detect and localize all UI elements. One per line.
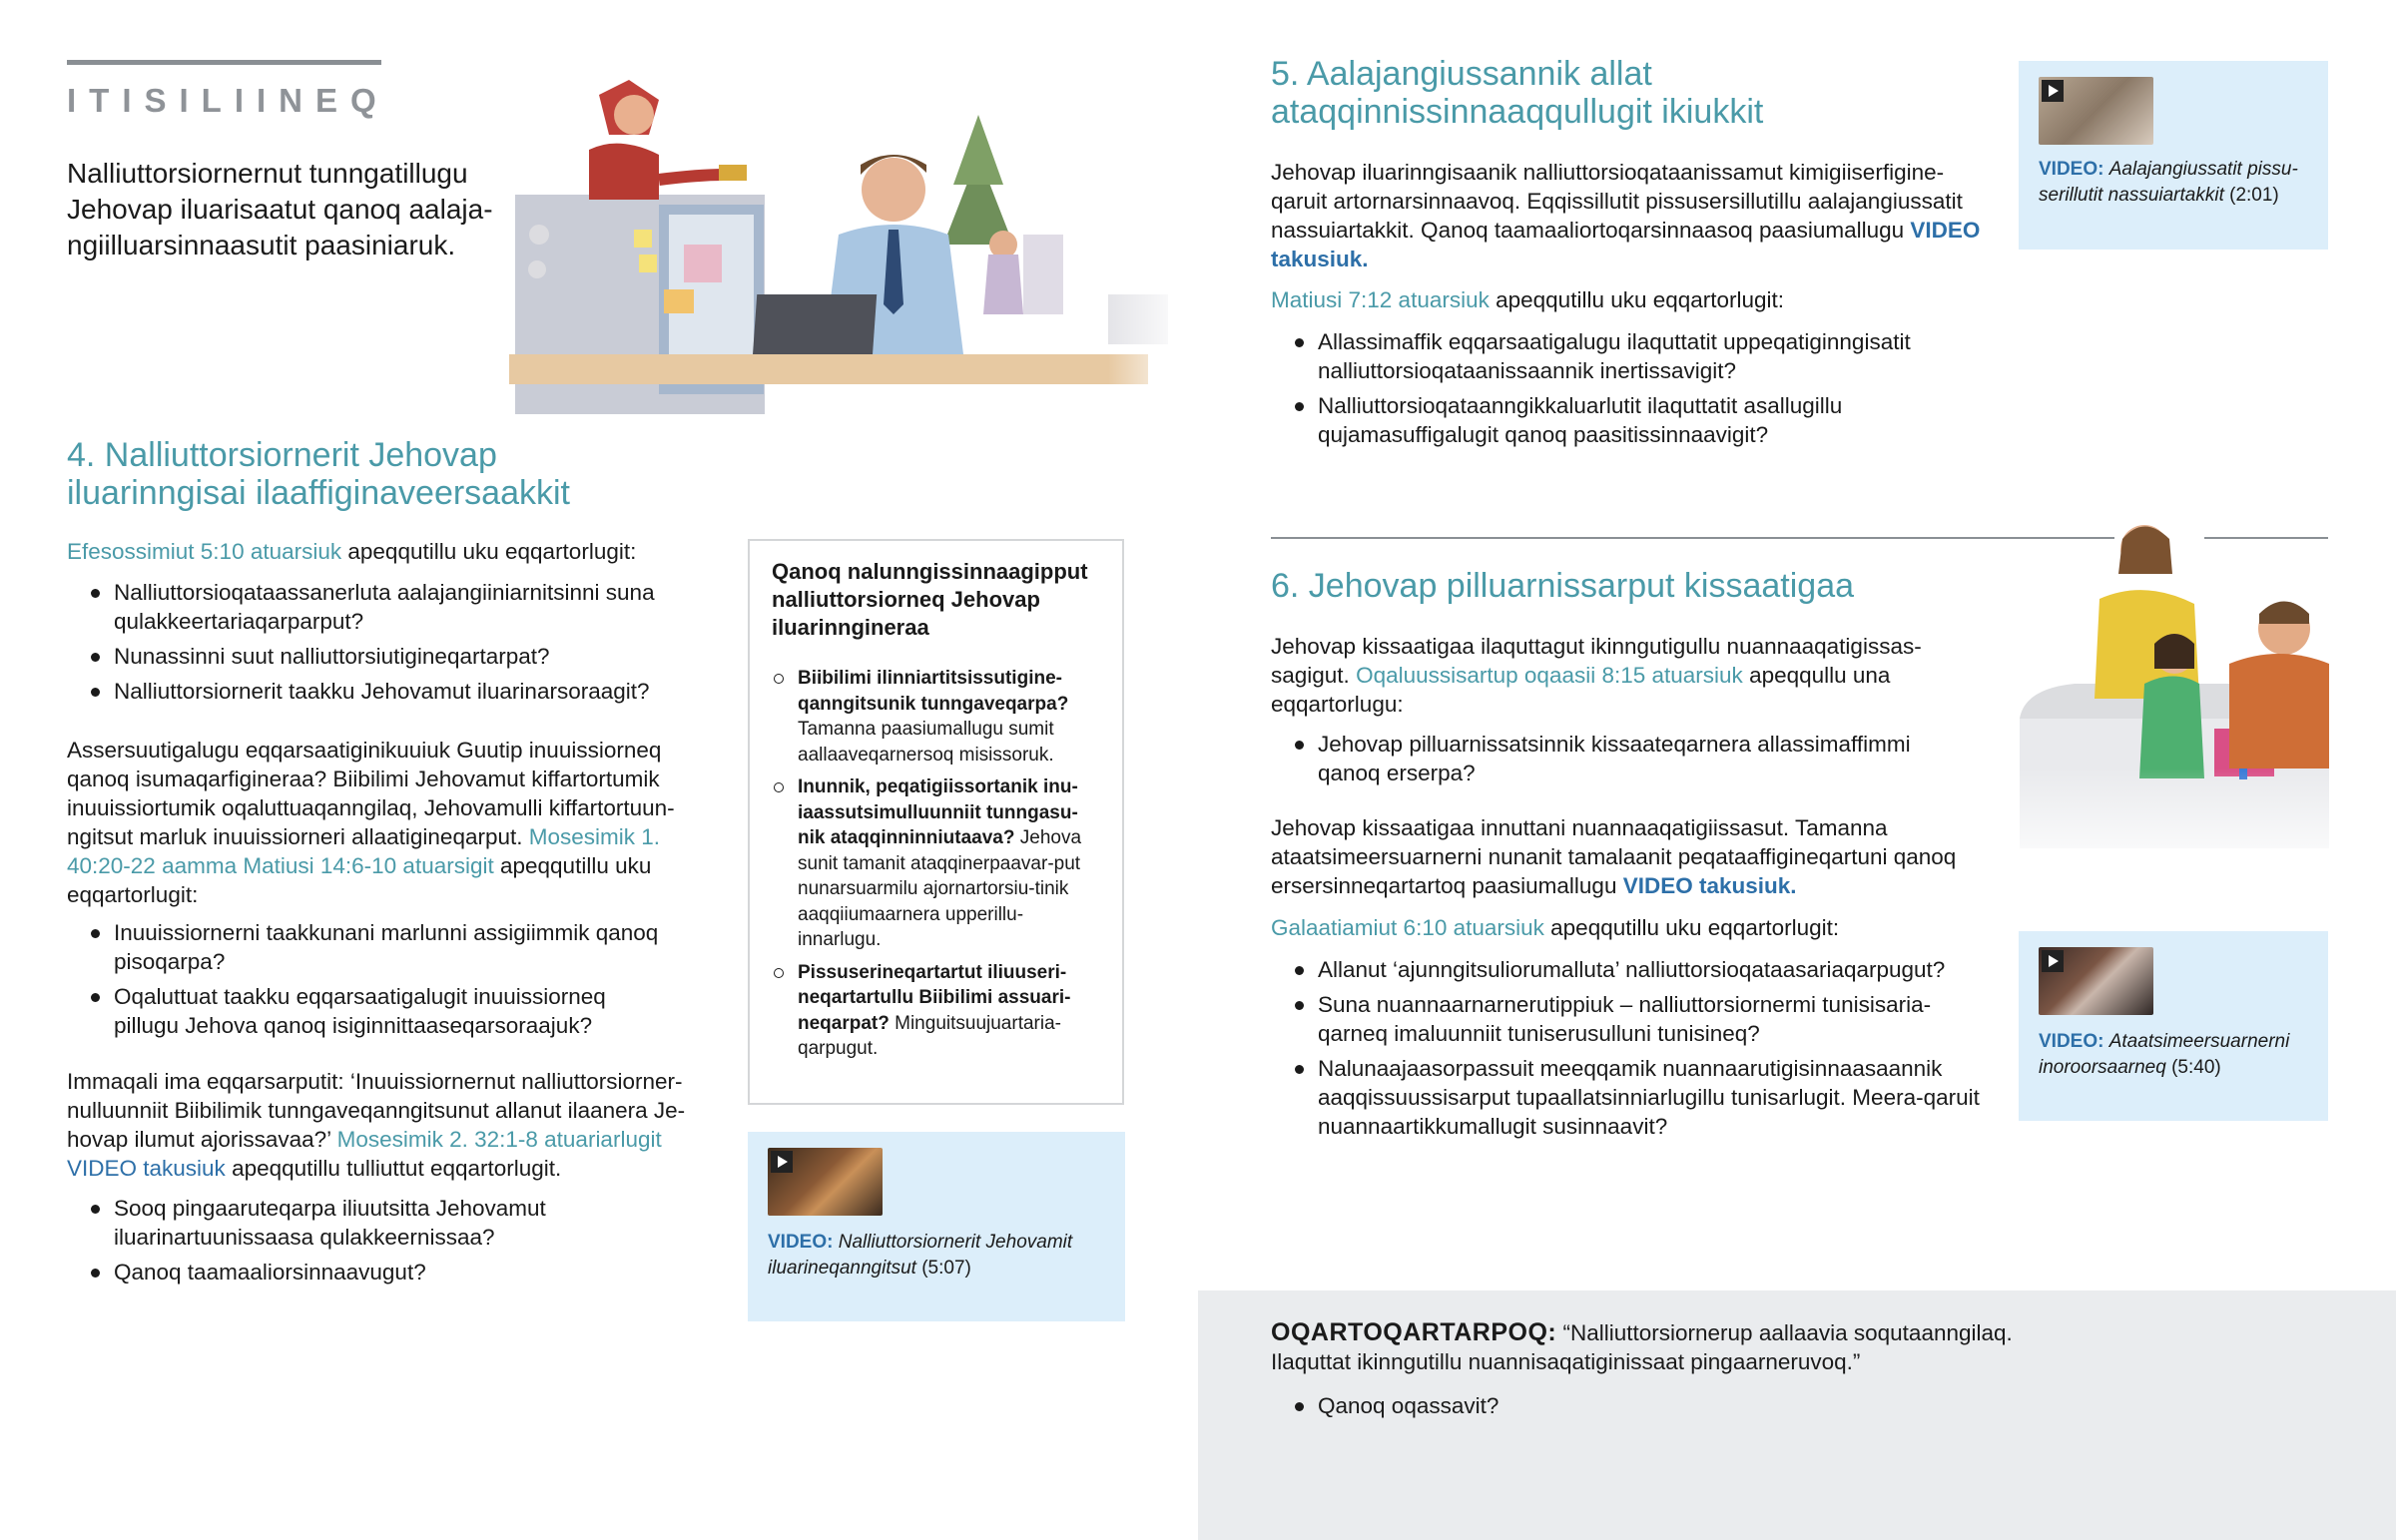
play-icon[interactable] bbox=[2042, 80, 2064, 102]
list-item: Allanut ‘ajunngitsuliorumalluta’ nalliuttorsioqataasariaqarpugut? bbox=[1271, 955, 2000, 984]
section-divider bbox=[1271, 537, 2114, 539]
list-item: Suna nuannaarnarnerutippiuk – nalliuttorsiornermi tunisisaria-qarneq imaluunniit tuniserusulluni tunisineq? bbox=[1271, 990, 2000, 1048]
video-thumbnail[interactable] bbox=[768, 1148, 883, 1216]
section-4-heading: 4. Nalliuttorsiornerit Jehovap iluarinngisai ilaaffiginaveersaakkit bbox=[67, 436, 570, 512]
section-5-paragraph: Jehovap iluarinngisaanik nalliuttorsioqataanissamut kimigiiserfigine-qaruit artornarsinnaavoq. Eqqissillutit pissusersillutillu aalajangiussatit nassuiartakkit. Qanoq taamaaliortoqarsinnaasoq paasiumallugu VIDEO takusiuk. bbox=[1271, 160, 1981, 271]
list-item: Inuuissiornerni taakkunani marlunni assigiimmik qanoq pisoqarpa? bbox=[67, 918, 666, 976]
video-caption: VIDEO: Nalliuttorsiornerit Jehovamit iluarineqanngitsut (5:07) bbox=[768, 1232, 1073, 1279]
page-title: ITISILIINEQ bbox=[67, 82, 389, 119]
list-item: Oqaluttuat taakku eqqarsaatigalugit inuuissiorneq pillugu Jehova qanoq isiginnittaaseqarsoraajuk? bbox=[67, 982, 666, 1040]
video-thumbnail[interactable] bbox=[2039, 77, 2153, 145]
sidebar-title: Qanoq nalunngissinnaagipput nalliuttorsiorneq Jehovap iluarinngineraa bbox=[772, 559, 1088, 640]
list-item: Inunnik, peqatigiissortanik inu-iaassutsimulluunniit tunngasu-nik ataqqinninniutaava? Jehova sunit tamanit ataqqinerpaavar-put nunarsuarmilu ajornartorsiu-tinik aaqqiiumaarnera upperillu-innarlugu. bbox=[774, 774, 1103, 953]
play-icon[interactable] bbox=[2042, 950, 2064, 972]
list-item: Nunassinni suut nalliuttorsiutigineqartarpat? bbox=[67, 642, 716, 671]
section-5-questions bbox=[1271, 327, 1970, 455]
section-4-questions-2 bbox=[67, 918, 666, 1046]
scripture-ref[interactable]: Mosesimik 2. 32:1-8 atuariarlugit bbox=[336, 1127, 662, 1152]
scripture-ref[interactable]: Matiusi 7:12 atuarsiuk bbox=[1271, 287, 1490, 312]
office-party-illustration bbox=[509, 55, 1188, 439]
video-link[interactable]: VIDEO takusiuk bbox=[67, 1156, 226, 1181]
section-6-questions-2 bbox=[1271, 955, 2000, 1147]
list-item: Allassimaffik eqqarsaatigalugu ilaquttatit uppeqatiginngisatit nalliuttorsioqataanissaannik inertissavigit? bbox=[1271, 327, 1970, 385]
section-6-paragraph-1: Jehovap kissaatigaa ilaquttagut ikinngutigullu nuannaaqatigissas-sagigut. Oqaluussisartup oqaasii 8:15 atuarsiuk apeqqullu una eqqartorlugu: bbox=[1271, 634, 1922, 717]
section-4-intro: Efesossimiut 5:10 atuarsiuk apeqqutillu uku eqqartorlugit: bbox=[67, 539, 637, 564]
section-4-paragraph-3: Immaqali ima eqqarsarputit: ‘Inuuissiornernut nalliuttorsiorner-nulluunniit Biibilimik tunngaveqanngitsunut allanut ilaanera Je-hovap ilumut ajorissavaa?’ Mosesimik 2. 32:1-8 atuariarlugit VIDEO takusiuk apeqqutillu tulliuttut eqqartorlugit. bbox=[67, 1069, 686, 1181]
video-caption: VIDEO: Aalajangiussatit pissu-serillutit nassuiartakkit (2:01) bbox=[2039, 159, 2298, 206]
summary-label: OQARTOQARTARPOQ: bbox=[1271, 1318, 1557, 1346]
video-thumbnail[interactable] bbox=[2039, 947, 2153, 1015]
video-card-3[interactable] bbox=[2019, 931, 2328, 1121]
list-item: Nalliuttorsioqataassanerluta aalajangiiniarnitsinni suna qulakkeertariaqarparput? bbox=[67, 578, 716, 636]
video-card-1[interactable] bbox=[748, 1132, 1125, 1321]
section-6-questions-1 bbox=[1271, 730, 1970, 793]
section-4-questions-1 bbox=[67, 578, 716, 712]
scripture-ref[interactable]: Mosesimik 1. 40:20-22 aamma Matiusi 14:6-10 atuarsigit bbox=[67, 824, 661, 878]
sidebar-box bbox=[748, 539, 1124, 1105]
scripture-ref[interactable]: Oqaluussisartup oqaasii 8:15 atuarsiuk bbox=[1356, 663, 1743, 688]
section-6-heading: 6. Jehovap pilluarnissarput kissaatigaa bbox=[1271, 567, 1855, 605]
section-4-paragraph-2: Assersuutigalugu eqqarsaatiginikuuiuk Guutip inuuissiorneq qanoq isumaqarfigineraa? Biibilimi Jehovamut kiffartortumik inuuissiortumik oqaluttuaqanngilaq, Jehovamulli kiffartortuun-ngitsut marluk inuuissiorneri allaatigineqarput. Mosesimik 1. 40:20-22 aamma Matiusi 14:6-10 atuarsigit apeqqutillu uku eqqartorlugit: bbox=[67, 738, 675, 907]
play-icon[interactable] bbox=[771, 1151, 793, 1173]
list-item: Qanoq taamaaliorsinnaavugut? bbox=[67, 1258, 686, 1286]
list-item: Nalliuttorsiornerit taakku Jehovamut iluarinarsoraagit? bbox=[67, 677, 716, 706]
list-item: Sooq pingaaruteqarpa iliuutsitta Jehovamut iluarinartuunissaasa qulakkeernissaa? bbox=[67, 1194, 686, 1252]
video-link[interactable]: VIDEO takusiuk. bbox=[1622, 873, 1797, 898]
list-item: Biibilimi ilinniartitsissutigine-qanngitsunik tunngaveqarpa? Tamanna paasiumallugu sumit aallaaveqarnersoq misissoruk. bbox=[774, 666, 1103, 768]
list-item: Qanoq oqassavit? bbox=[1271, 1391, 1970, 1420]
sidebar-list bbox=[774, 666, 1103, 1069]
summary-questions bbox=[1271, 1391, 1970, 1426]
intro-text: Nalliuttorsiornernut tunngatillugu Jehovap iluarisaatut qanoq aalaja-ngiilluarsinnaasutit paasiniaruk. bbox=[67, 158, 493, 260]
video-link[interactable]: VIDEO takusiuk. bbox=[1271, 218, 1981, 271]
section-5-ref: Matiusi 7:12 atuarsiuk apeqqutillu uku eqqartorlugit: bbox=[1271, 287, 1785, 312]
summary-panel bbox=[1198, 1290, 2396, 1540]
summary-quote: OQARTOQARTARPOQ: “Nalliuttorsiornerup aallaavia soqutaanngilaq. Ilaquttat ikinngutillu nuannisaqatiginissaat pingaarneruvoq.” bbox=[1271, 1318, 2013, 1374]
list-item: Nalunaajaasorpassuit meeqqamik nuannaarutigisinnaasaannik aaqqissuussisarput tupaallatsinniarlugillu tunisarlugit. Meera-qaruit nuannaartikkumallugit susinnaavit? bbox=[1271, 1054, 2000, 1141]
scripture-ref[interactable]: Efesossimiut 5:10 atuarsiuk bbox=[67, 539, 342, 564]
list-item: Nalliuttorsioqataanngikkaluarlutit ilaquttatit asallugillu qujamasuffigalugit qanoq paasitissinnaavigit? bbox=[1271, 391, 1970, 449]
video-card-2[interactable] bbox=[2019, 61, 2328, 250]
list-item: Jehovap pilluarnissatsinnik kissaateqarnera allassimaffimmi qanoq erserpa? bbox=[1271, 730, 1970, 787]
list-item: Pissuserineqartartut iliuuseri-neqartartullu Biibilimi assuari-neqarpat? Minguitsuujuartaria-qarpugut. bbox=[774, 960, 1103, 1062]
section-6-paragraph-2: Jehovap kissaatigaa innuttani nuannaaqatigiissasut. Tamanna ataatsimeersuarnerni nunanit tamalaanit peqataaffigineqartuni qanoq ersersinneqartartoq paasiumallugu VIDEO takusiuk. bbox=[1271, 815, 1957, 898]
video-caption: VIDEO: Ataatsimeersuarnerni inoroorsaarneq (5:40) bbox=[2039, 1031, 2290, 1078]
section-4-questions-3 bbox=[67, 1194, 686, 1292]
family-gift-illustration bbox=[2015, 519, 2334, 878]
header-rule bbox=[67, 60, 381, 65]
section-6-ref: Galaatiamiut 6:10 atuarsiuk apeqqutillu uku eqqartorlugit: bbox=[1271, 915, 1840, 940]
scripture-ref[interactable]: Galaatiamiut 6:10 atuarsiuk bbox=[1271, 915, 1544, 940]
section-5-heading: 5. Aalajangiussannik allat ataqqinnissinnaaqqullugit ikiukkit bbox=[1271, 55, 1764, 131]
